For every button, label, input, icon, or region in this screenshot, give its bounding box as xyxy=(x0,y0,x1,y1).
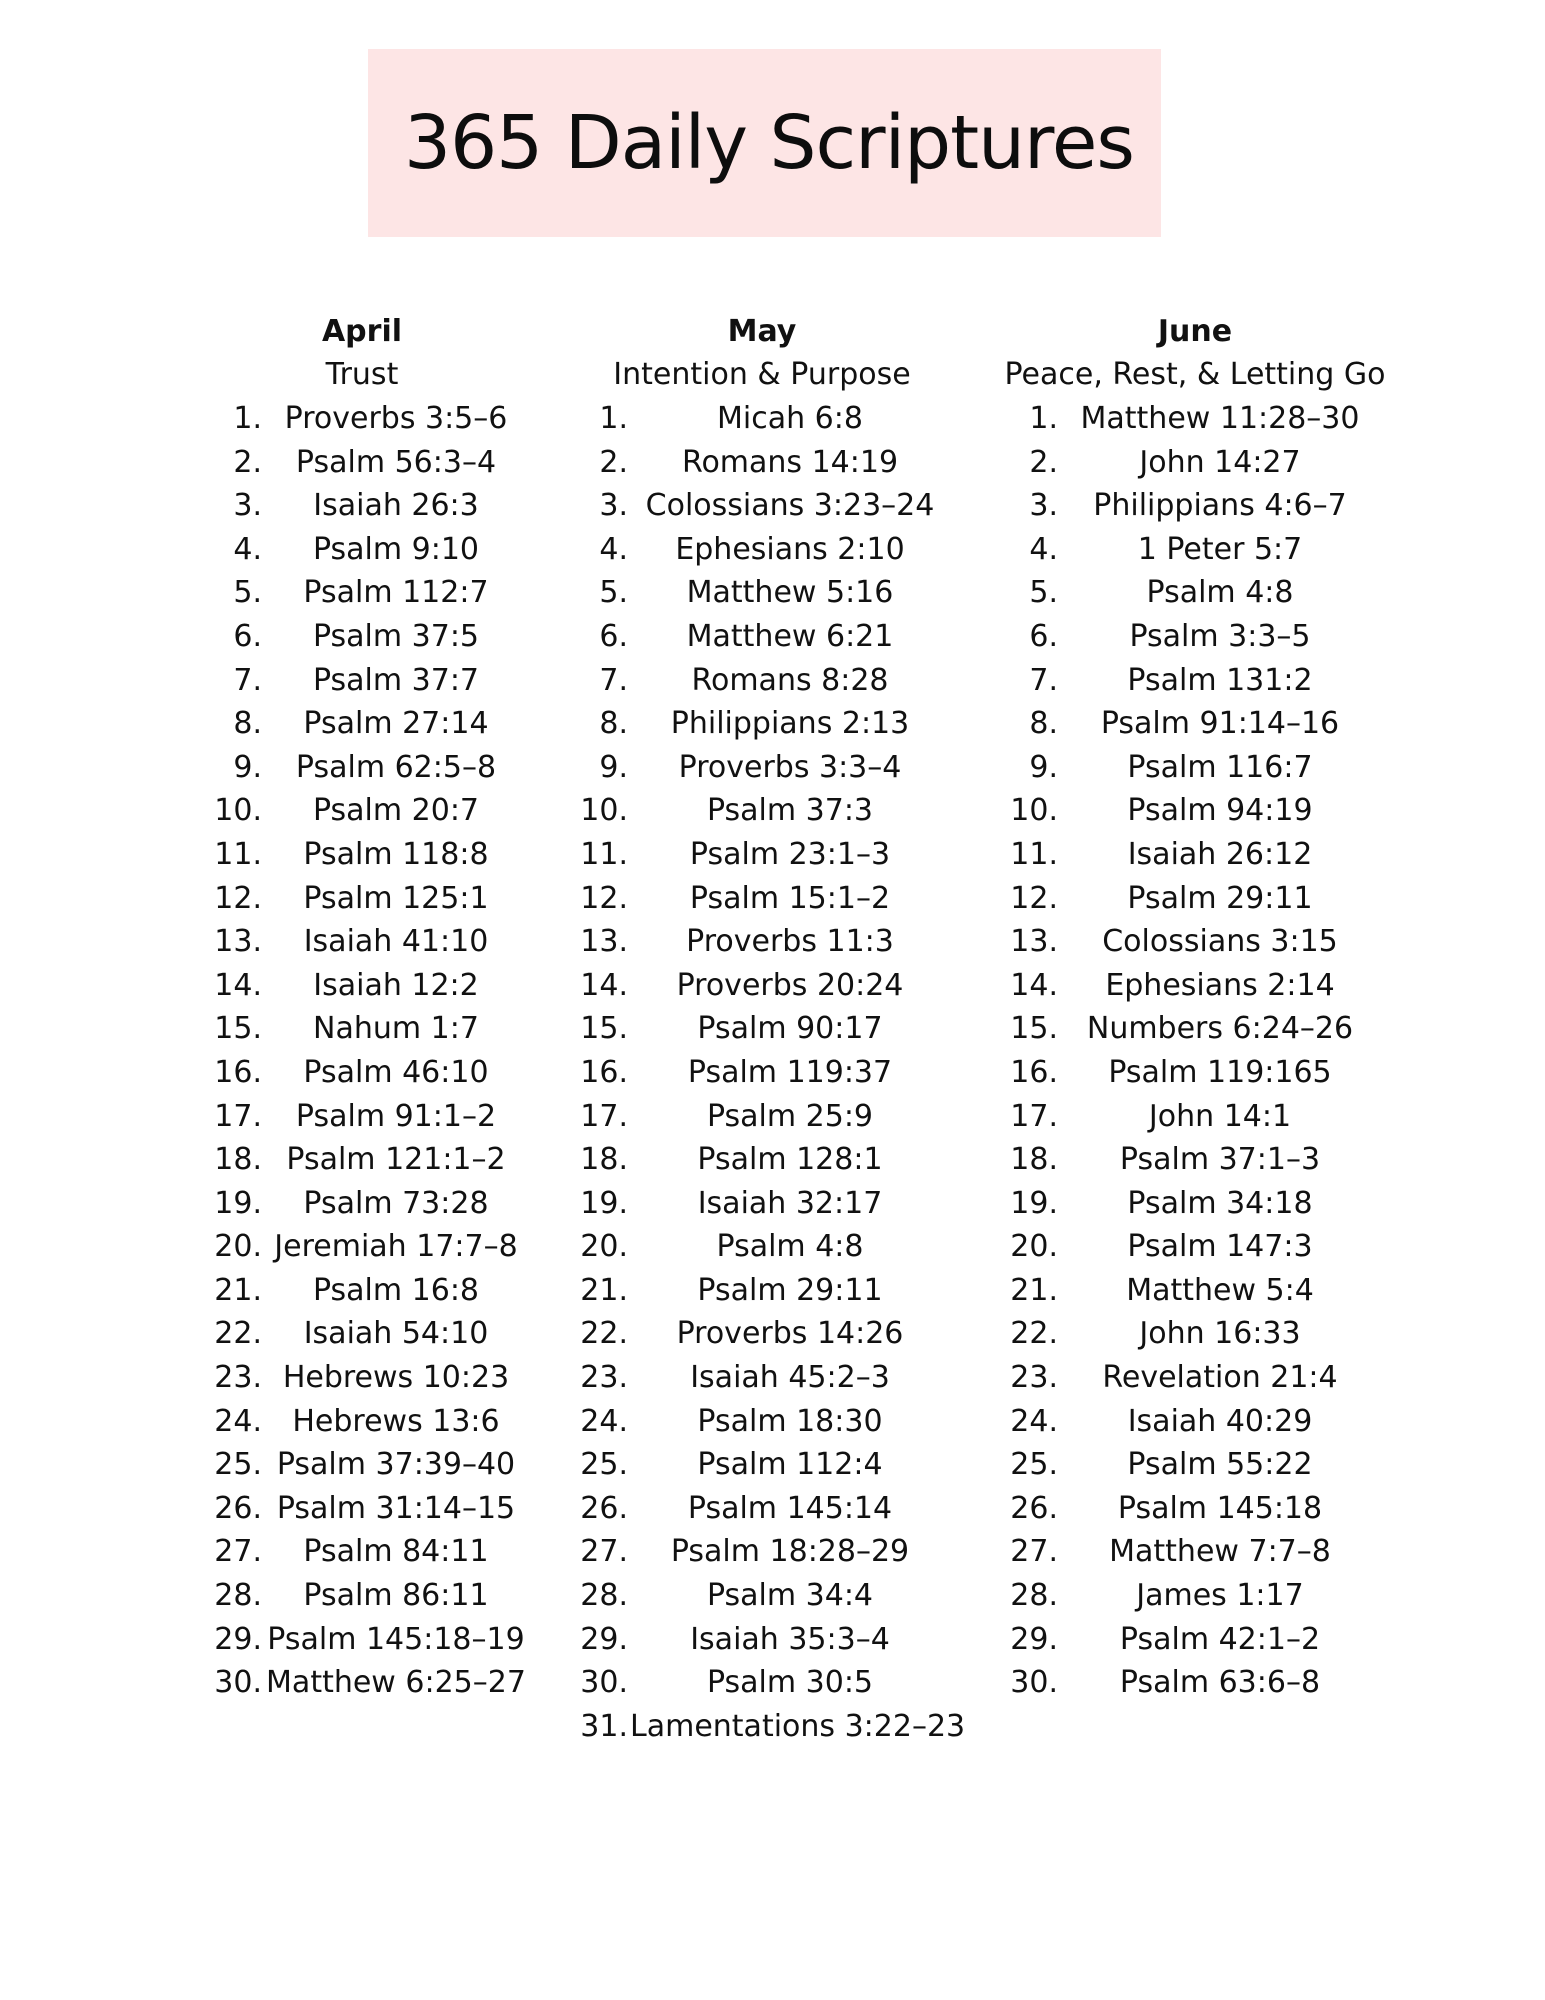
entry-number: 12. xyxy=(214,880,262,916)
scripture-reference: Psalm 55:22 xyxy=(1127,1447,1313,1483)
scripture-reference: Ephesians 2:10 xyxy=(675,531,905,567)
entry-number: 14. xyxy=(1010,967,1058,1003)
entry-number: 15. xyxy=(580,1011,628,1047)
entry-number: 20. xyxy=(214,1229,262,1265)
entry-number: 14. xyxy=(214,967,262,1003)
list-item xyxy=(0,441,1545,485)
entry-number: 12. xyxy=(580,880,628,916)
month-theme: Peace, Rest, & Letting Go xyxy=(1004,357,1386,392)
scripture-reference: Isaiah 12:2 xyxy=(313,967,479,1003)
scripture-reference: Psalm 119:37 xyxy=(687,1054,893,1090)
entry-number: 5. xyxy=(599,575,628,611)
entry-number: 6. xyxy=(233,618,262,654)
list-item xyxy=(0,484,1545,528)
scripture-list xyxy=(0,397,1545,1705)
list-item xyxy=(0,1269,1545,1313)
entry-number: 11. xyxy=(214,836,262,872)
scripture-reference: Psalm 4:8 xyxy=(1146,575,1294,611)
entry-number: 18. xyxy=(580,1142,628,1178)
entry-number: 7. xyxy=(233,662,262,698)
scripture-reference: Psalm 145:14 xyxy=(687,1490,893,1526)
entry-number: 6. xyxy=(599,618,628,654)
list-item xyxy=(0,397,1545,441)
scripture-reference: Micah 6:8 xyxy=(717,401,863,436)
title-banner xyxy=(368,49,1161,237)
scripture-reference: Psalm 34:4 xyxy=(706,1578,874,1614)
scripture-reference: Psalm 147:3 xyxy=(1127,1229,1313,1265)
list-item xyxy=(0,528,1545,572)
scripture-reference: Proverbs 3:3–4 xyxy=(678,749,902,785)
scripture-reference: Revelation 21:4 xyxy=(1102,1360,1338,1396)
scripture-reference: Psalm 91:1–2 xyxy=(295,1098,497,1134)
entry-number: 7. xyxy=(1029,662,1058,698)
entry-number: 28. xyxy=(214,1578,262,1614)
scripture-reference: Matthew 11:28–30 xyxy=(1080,401,1360,436)
scripture-reference: Psalm 112:4 xyxy=(697,1447,883,1483)
entry-number: 6. xyxy=(1029,618,1058,654)
scripture-reference: Psalm 62:5–8 xyxy=(295,749,497,785)
entry-number: 27. xyxy=(1010,1534,1058,1570)
entry-number: 24. xyxy=(1010,1403,1058,1439)
entry-number: 30. xyxy=(214,1665,262,1701)
entry-number: 29. xyxy=(214,1621,262,1657)
entry-number: 1. xyxy=(1029,401,1058,436)
scripture-reference: Psalm 34:18 xyxy=(1127,1185,1313,1221)
entry-number: 18. xyxy=(1010,1142,1058,1178)
list-item xyxy=(0,877,1545,921)
list-item xyxy=(0,615,1545,659)
entry-number: 3. xyxy=(1029,488,1058,524)
entry-number: 25. xyxy=(214,1447,262,1483)
entry-number: 13. xyxy=(580,924,628,960)
scripture-reference: Psalm 145:18 xyxy=(1117,1490,1323,1526)
month-theme: Intention & Purpose xyxy=(613,357,911,392)
entry-number: 16. xyxy=(580,1054,628,1090)
entry-number: 5. xyxy=(1029,575,1058,611)
scripture-reference: Psalm 121:1–2 xyxy=(286,1142,506,1178)
scripture-reference: Matthew 6:25–27 xyxy=(266,1665,526,1701)
list-item xyxy=(0,1225,1545,1269)
scripture-reference: Psalm 42:1–2 xyxy=(1119,1621,1321,1657)
scripture-reference: John 16:33 xyxy=(1139,1316,1301,1352)
scripture-reference: Psalm 94:19 xyxy=(1127,793,1313,829)
scripture-reference: Psalm 37:39–40 xyxy=(276,1447,516,1483)
list-item xyxy=(0,1530,1545,1574)
entry-number: 5. xyxy=(233,575,262,611)
scripture-reference: Psalm 125:1 xyxy=(303,880,489,916)
scripture-reference: Psalm 20:7 xyxy=(312,793,480,829)
entry-number: 3. xyxy=(233,488,262,524)
entry-number: 25. xyxy=(1010,1447,1058,1483)
entry-number: 30. xyxy=(1010,1665,1058,1701)
list-item xyxy=(0,1356,1545,1400)
entry-number: 31. xyxy=(580,1708,628,1744)
list-item xyxy=(0,1182,1545,1226)
list-item xyxy=(0,1312,1545,1356)
entry-number: 28. xyxy=(1010,1578,1058,1614)
scripture-reference: Hebrews 10:23 xyxy=(282,1360,510,1396)
scripture-reference: Psalm 16:8 xyxy=(312,1272,480,1308)
scripture-reference: Psalm 27:14 xyxy=(303,706,489,742)
scripture-reference: Psalm 29:11 xyxy=(697,1272,883,1308)
entry-number: 23. xyxy=(214,1360,262,1396)
scripture-reference: Isaiah 41:10 xyxy=(303,924,489,960)
scripture-reference: Jeremiah 17:7–8 xyxy=(274,1229,518,1265)
entry-number: 13. xyxy=(214,924,262,960)
scripture-reference: Psalm 37:1–3 xyxy=(1119,1142,1321,1178)
entry-number: 22. xyxy=(214,1316,262,1352)
entry-number: 28. xyxy=(580,1578,628,1614)
scripture-reference: Isaiah 26:3 xyxy=(313,488,479,524)
list-item xyxy=(0,702,1545,746)
scripture-reference: 1 Peter 5:7 xyxy=(1137,531,1303,567)
entry-number: 18. xyxy=(214,1142,262,1178)
entry-number: 21. xyxy=(580,1272,628,1308)
list-item xyxy=(0,1618,1545,1662)
scripture-reference: Psalm 18:30 xyxy=(697,1403,883,1439)
entry-number: 11. xyxy=(1010,836,1058,872)
month-name: April xyxy=(321,314,403,349)
entry-number: 19. xyxy=(1010,1185,1058,1221)
scripture-reference: Nahum 1:7 xyxy=(313,1011,479,1047)
scripture-reference: Proverbs 3:5–6 xyxy=(284,401,508,436)
list-item xyxy=(0,964,1545,1008)
list-item xyxy=(0,1051,1545,1095)
month-name: May xyxy=(727,314,797,349)
list-item xyxy=(0,1007,1545,1051)
scripture-reference: Psalm 37:5 xyxy=(312,618,480,654)
entry-number: 12. xyxy=(1010,880,1058,916)
scripture-reference: Isaiah 35:3–4 xyxy=(690,1621,890,1657)
entry-number: 8. xyxy=(1029,706,1058,742)
entry-number: 20. xyxy=(1010,1229,1058,1265)
entry-number: 13. xyxy=(1010,924,1058,960)
entry-number: 1. xyxy=(599,401,628,436)
entry-number: 9. xyxy=(233,749,262,785)
scripture-reference: Isaiah 26:12 xyxy=(1127,836,1313,872)
month-name: June xyxy=(1157,314,1233,349)
scripture-reference: Proverbs 11:3 xyxy=(686,924,894,960)
list-item xyxy=(0,1443,1545,1487)
scripture-reference: Psalm 37:3 xyxy=(706,793,874,829)
entry-number: 27. xyxy=(580,1534,628,1570)
entry-number: 4. xyxy=(599,531,628,567)
scripture-reference: Matthew 5:16 xyxy=(686,575,894,611)
entry-number: 14. xyxy=(580,967,628,1003)
scripture-reference: Psalm 112:7 xyxy=(303,575,489,611)
list-item xyxy=(0,1705,1000,1749)
entry-number: 20. xyxy=(580,1229,628,1265)
entry-number: 1. xyxy=(233,401,262,436)
entry-number: 15. xyxy=(1010,1011,1058,1047)
scripture-reference: Romans 8:28 xyxy=(691,662,889,698)
entry-number: 29. xyxy=(580,1621,628,1657)
list-item xyxy=(0,1661,1545,1705)
month-theme: Trust xyxy=(325,357,399,392)
scripture-reference: Ephesians 2:14 xyxy=(1105,967,1335,1003)
entry-number: 23. xyxy=(580,1360,628,1396)
entry-number: 8. xyxy=(599,706,628,742)
scripture-reference: Romans 14:19 xyxy=(681,444,899,480)
entry-number: 26. xyxy=(580,1490,628,1526)
entry-number: 22. xyxy=(1010,1316,1058,1352)
scripture-reference: Matthew 7:7–8 xyxy=(1109,1534,1331,1570)
entry-number: 17. xyxy=(214,1098,262,1134)
list-item xyxy=(0,833,1545,877)
scripture-reference: Psalm 31:14–15 xyxy=(276,1490,516,1526)
entry-number: 4. xyxy=(233,531,262,567)
scripture-reference: Psalm 9:10 xyxy=(312,531,480,567)
list-item xyxy=(0,659,1545,703)
scripture-reference: Matthew 5:4 xyxy=(1126,1272,1314,1308)
list-item xyxy=(0,746,1545,790)
entry-number: 15. xyxy=(214,1011,262,1047)
scripture-reference: Psalm 90:17 xyxy=(697,1011,883,1047)
scripture-reference: Hebrews 13:6 xyxy=(292,1403,500,1439)
entry-number: 2. xyxy=(1029,444,1058,480)
scripture-reference: Psalm 37:7 xyxy=(312,662,480,698)
list-item xyxy=(0,1574,1545,1618)
scripture-reference: Psalm 56:3–4 xyxy=(295,444,497,480)
scripture-reference: Lamentations 3:22–23 xyxy=(630,1708,966,1744)
scripture-reference: Colossians 3:15 xyxy=(1102,924,1338,960)
entry-number: 10. xyxy=(580,793,628,829)
entry-number: 24. xyxy=(580,1403,628,1439)
list-item xyxy=(0,571,1545,615)
entry-number: 23. xyxy=(1010,1360,1058,1396)
scripture-reference: Psalm 18:28–29 xyxy=(670,1534,910,1570)
list-item xyxy=(0,1487,1545,1531)
scripture-reference: Numbers 6:24–26 xyxy=(1086,1011,1354,1047)
entry-number: 16. xyxy=(1010,1054,1058,1090)
scripture-reference: Matthew 6:21 xyxy=(686,618,894,654)
list-item xyxy=(0,1095,1545,1139)
scripture-reference: Psalm 29:11 xyxy=(1127,880,1313,916)
scripture-reference: Psalm 23:1–3 xyxy=(689,836,891,872)
entry-number: 9. xyxy=(1029,749,1058,785)
scripture-reference: Colossians 3:23–24 xyxy=(645,488,935,524)
entry-number: 8. xyxy=(233,706,262,742)
scripture-reference: John 14:1 xyxy=(1148,1098,1292,1134)
scripture-reference: Isaiah 32:17 xyxy=(697,1185,883,1221)
scripture-reference: Psalm 63:6–8 xyxy=(1119,1665,1321,1701)
entry-number: 4. xyxy=(1029,531,1058,567)
entry-number: 22. xyxy=(580,1316,628,1352)
entry-number: 26. xyxy=(214,1490,262,1526)
scripture-reference: Philippians 2:13 xyxy=(670,706,910,742)
scripture-reference: Psalm 118:8 xyxy=(303,836,489,872)
entry-number: 16. xyxy=(214,1054,262,1090)
entry-number: 17. xyxy=(580,1098,628,1134)
scripture-reference: Psalm 145:18–19 xyxy=(267,1621,525,1657)
entry-number: 11. xyxy=(580,836,628,872)
entry-number: 17. xyxy=(1010,1098,1058,1134)
entry-number: 9. xyxy=(599,749,628,785)
scripture-reference: Psalm 30:5 xyxy=(706,1665,874,1701)
entry-number: 19. xyxy=(214,1185,262,1221)
scripture-reference: Psalm 128:1 xyxy=(697,1142,883,1178)
scripture-reference: Psalm 4:8 xyxy=(716,1229,864,1265)
scripture-reference: Psalm 86:11 xyxy=(303,1578,489,1614)
entry-number: 24. xyxy=(214,1403,262,1439)
entry-number: 21. xyxy=(1010,1272,1058,1308)
list-item xyxy=(0,1400,1545,1444)
scripture-reference: Psalm 131:2 xyxy=(1127,662,1313,698)
entry-number: 26. xyxy=(1010,1490,1058,1526)
scripture-reference: Isaiah 45:2–3 xyxy=(690,1360,890,1396)
entry-number: 25. xyxy=(580,1447,628,1483)
entry-number: 3. xyxy=(599,488,628,524)
entry-number: 29. xyxy=(1010,1621,1058,1657)
list-item xyxy=(0,1138,1545,1182)
list-item xyxy=(0,920,1545,964)
scripture-reference: John 14:27 xyxy=(1139,444,1301,480)
scripture-reference: Psalm 84:11 xyxy=(303,1534,489,1570)
entry-number: 21. xyxy=(214,1272,262,1308)
scripture-reference: James 1:17 xyxy=(1136,1578,1304,1614)
scripture-reference: Psalm 91:14–16 xyxy=(1100,706,1340,742)
entry-number: 30. xyxy=(580,1665,628,1701)
entry-number: 10. xyxy=(1010,793,1058,829)
scripture-reference: Psalm 73:28 xyxy=(303,1185,489,1221)
scripture-reference: Psalm 46:10 xyxy=(303,1054,489,1090)
entry-number: 2. xyxy=(599,444,628,480)
entry-number: 7. xyxy=(599,662,628,698)
list-item xyxy=(0,789,1545,833)
scripture-reference: Philippians 4:6–7 xyxy=(1093,488,1347,524)
scripture-reference: Isaiah 40:29 xyxy=(1127,1403,1313,1439)
entry-number: 19. xyxy=(580,1185,628,1221)
scripture-reference: Psalm 3:3–5 xyxy=(1129,618,1311,654)
scripture-reference: Psalm 25:9 xyxy=(706,1098,874,1134)
scripture-reference: Proverbs 20:24 xyxy=(676,967,904,1003)
page-title: 365 Daily Scriptures xyxy=(404,100,1134,186)
entry-number: 27. xyxy=(214,1534,262,1570)
scripture-reference: Psalm 119:165 xyxy=(1108,1054,1332,1090)
entry-number: 10. xyxy=(214,793,262,829)
entry-number: 2. xyxy=(233,444,262,480)
scripture-reference: Proverbs 14:26 xyxy=(676,1316,904,1352)
scripture-reference: Isaiah 54:10 xyxy=(303,1316,489,1352)
scripture-reference: Psalm 116:7 xyxy=(1127,749,1313,785)
scripture-reference: Psalm 15:1–2 xyxy=(689,880,891,916)
